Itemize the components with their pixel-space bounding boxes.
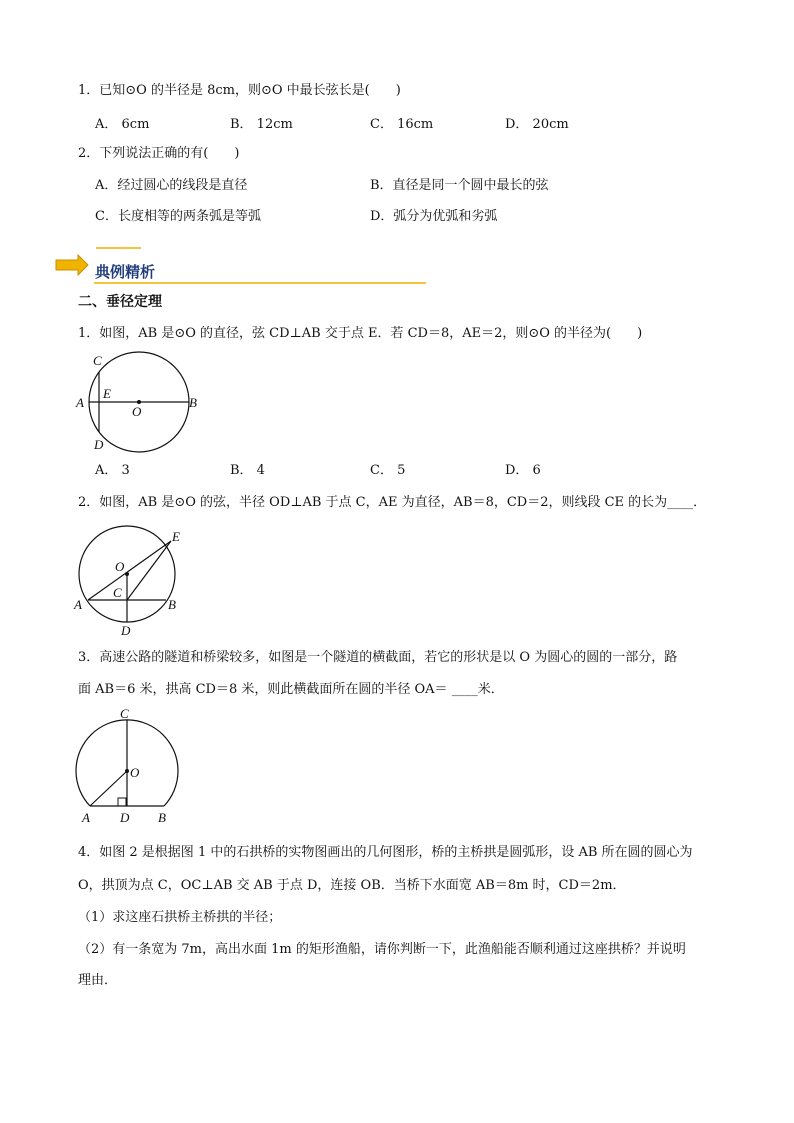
p1-option-c: C． 5 xyxy=(370,463,406,478)
p2-label-a: A xyxy=(74,597,82,612)
p2-label-e: E xyxy=(172,529,180,544)
p1-option-a: A． 3 xyxy=(95,463,130,478)
p4-sub2: （2）有一条宽为 7m，高出水面 1m 的矩形渔船，请你判断一下，此渔船能否顺利通过这座拱桥？并说明 xyxy=(78,942,686,957)
p3-label-c: C xyxy=(120,706,129,721)
p2-label-b: B xyxy=(168,597,176,612)
p1-label-d: D xyxy=(94,437,104,452)
p3-text-line1: 3．高速公路的隧道和桥梁较多，如图是一个隧道的横截面，若它的形状是以 O 为圆心的圆的一部分，路 xyxy=(78,650,678,665)
p1-label-a: A xyxy=(76,395,84,410)
p4-text-line1: 4．如图 2 是根据图 1 中的石拱桥的实物图画出的几何图形，桥的主桥拱是圆弧形，设 AB 所在圆的圆心为 xyxy=(78,845,693,860)
p2-label-c: C xyxy=(113,585,122,600)
p3-text-line2: 面 AB＝6 米，拱高 CD＝8 米，则此横截面所在圆的半径 OA＝ ____米． xyxy=(78,682,504,697)
q2-option-b: B．直径是同一个圆中最长的弦 xyxy=(370,178,549,193)
p1-label-b: B xyxy=(189,395,197,410)
q2-text: 2．下列说法正确的有( ) xyxy=(78,146,240,161)
p2-text: 2．如图，AB 是⊙O 的弦，半径 OD⊥AB 于点 C，AE 为直径，AB＝8，CD＝2，则线段 CE 的长为____． xyxy=(78,495,707,510)
p3-label-d: D xyxy=(120,810,130,825)
q1-option-b: B． 12cm xyxy=(230,117,293,132)
section-title: 二、垂径定理 xyxy=(78,294,162,310)
p2-label-o: O xyxy=(115,559,125,574)
arrow-icon xyxy=(56,255,88,275)
p3-label-a: A xyxy=(82,810,90,825)
q2-option-c: C．长度相等的两条弧是等弧 xyxy=(95,209,261,224)
p1-figure xyxy=(72,350,212,460)
p1-text: 1．如图，AB 是⊙O 的直径，弦 CD⊥AB 交于点 E．若 CD＝8，AE＝2，则⊙O 的半径为( ) xyxy=(78,326,643,341)
q1-option-a: A． 6cm xyxy=(95,117,150,132)
p4-sub3: 理由． xyxy=(78,973,118,988)
q1-text: 1．已知⊙O 的半径是 8cm，则⊙O 中最长弦长是( ) xyxy=(78,83,401,98)
p1-label-e: E xyxy=(103,386,111,401)
p1-option-d: D． 6 xyxy=(505,463,541,478)
q1-option-c: C． 16cm xyxy=(370,117,434,132)
q2-option-d: D．弧分为优弧和劣弧 xyxy=(370,209,498,224)
p3-label-o: O xyxy=(130,765,140,780)
p2-label-d: D xyxy=(121,623,131,638)
p4-text-line2: O，拱顶为点 C，OC⊥AB 交 AB 于点 D，连接 OB．当桥下水面宽 AB＝8m 时，CD＝2m． xyxy=(78,878,626,893)
p4-sub1: （1）求这座石拱桥主桥拱的半径； xyxy=(78,910,282,925)
q1-option-d: D． 20cm xyxy=(505,117,569,132)
p1-label-o: O xyxy=(132,404,142,419)
banner-title: 典例精析 xyxy=(95,263,156,281)
p1-option-b: B． 4 xyxy=(230,463,265,478)
q2-option-a: A．经过圆心的线段是直径 xyxy=(95,178,248,193)
p3-figure xyxy=(72,705,212,830)
p3-label-b: B xyxy=(158,810,166,825)
p1-label-c: C xyxy=(93,353,102,368)
p2-figure xyxy=(72,527,192,639)
